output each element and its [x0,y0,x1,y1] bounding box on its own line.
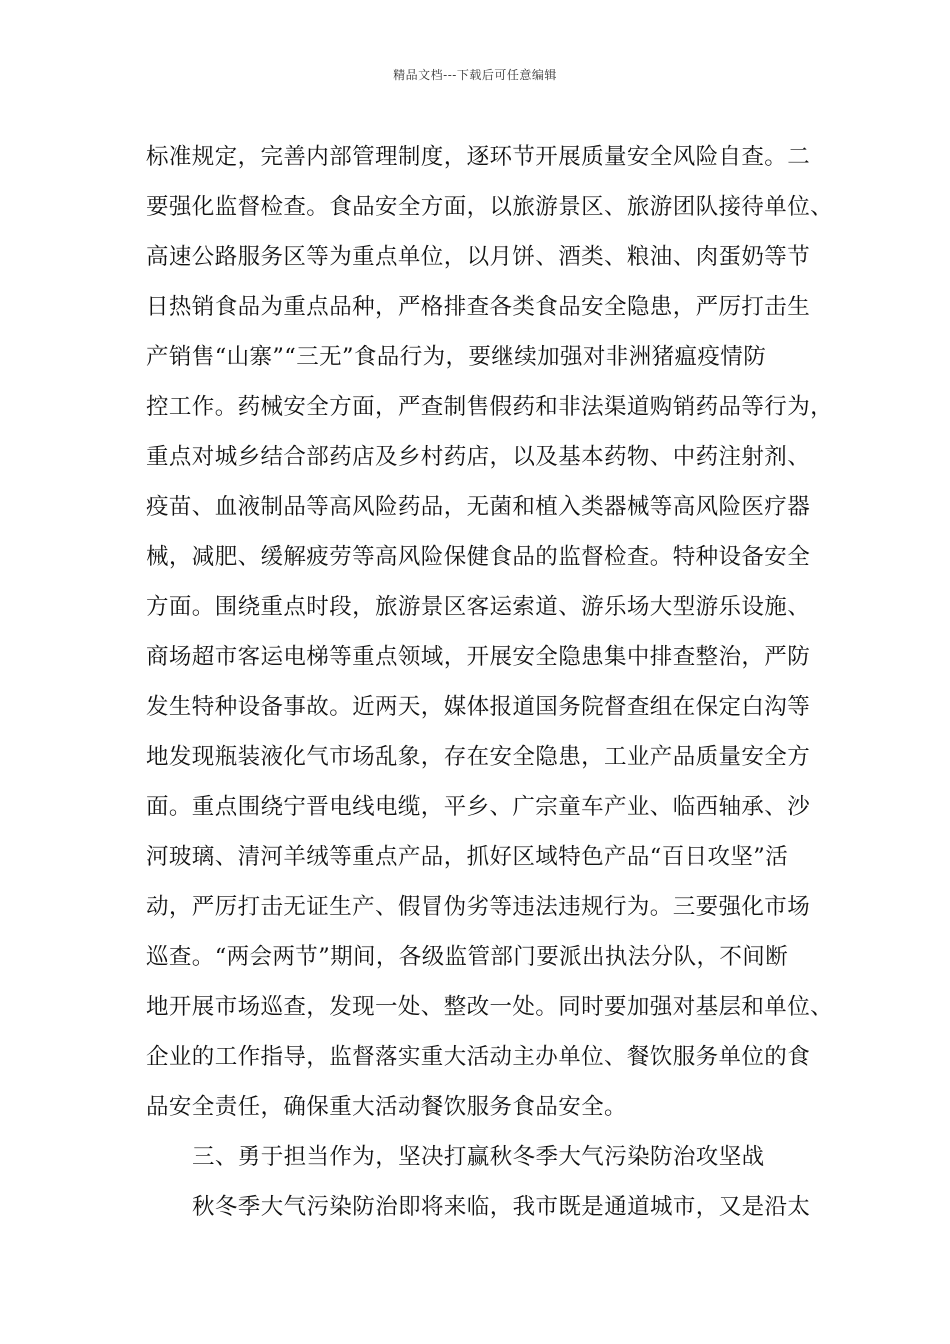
body-line-12: 发生特种设备事故。近两天，媒体报道国务院督查组在保定白沟等 [146,694,811,720]
body-line-8: 疫苗、血液制品等高风险药品，无菌和植入类器械等高风险医疗器 [146,494,811,520]
body-line-3: 高速公路服务区等为重点单位，以月饼、酒类、粮油、肉蛋奶等节 [146,244,811,270]
body-line-13: 地发现瓶装液化气市场乱象，存在安全隐患，工业产品质量安全方 [146,744,811,770]
body-line-11: 商场超市客运电梯等重点领域，开展安全隐患集中排查整治，严防 [146,644,811,670]
body-line-5: 产销售“山寨”“三无”食品行为，要继续加强对非洲猪瘟疫情防 [146,344,767,370]
paragraph-first-line: 秋冬季大气污染防治即将来临，我市既是通道城市，又是沿太 [192,1194,811,1220]
body-line-16: 动，严厉打击无证生产、假冒伪劣等违法违规行为。三要强化市场 [146,894,811,920]
body-line-2: 要强化监督检查。食品安全方面，以旅游景区、旅游团队接待单位、 [146,194,834,220]
body-line-14: 面。重点围绕宁晋电线电缆，平乡、广宗童车产业、临西轴承、沙 [146,794,811,820]
body-line-6: 控工作。药械安全方面，严查制售假药和非法渠道购销药品等行为， [146,394,834,420]
body-line-20: 品安全责任，确保重大活动餐饮服务食品安全。 [146,1094,627,1120]
body-line-7: 重点对城乡结合部药店及乡村药店，以及基本药物、中药注射剂、 [146,444,811,470]
body-line-9: 械，减肥、缓解疲劳等高风险保健食品的监督检查。特种设备安全 [146,544,811,570]
body-line-15: 河玻璃、清河羊绒等重点产品，抓好区域特色产品“百日攻坚”活 [146,844,789,870]
body-line-18: 地开展市场巡查，发现一处、整改一处。同时要加强对基层和单位、 [146,994,834,1020]
section-heading: 三、勇于担当作为，坚决打赢秋冬季大气污染防治攻坚战 [192,1144,765,1170]
body-line-10: 方面。围绕重点时段，旅游景区客运索道、游乐场大型游乐设施、 [146,594,811,620]
body-line-19: 企业的工作指导，监督落实重大活动主办单位、餐饮服务单位的食 [146,1044,811,1070]
body-line-4: 日热销食品为重点品种，严格排查各类食品安全隐患，严厉打击生 [146,294,811,320]
body-line-1: 标准规定，完善内部管理制度，逐环节开展质量安全风险自查。二 [146,144,811,170]
page-header: 精品文档---下载后可任意编辑 [393,68,557,82]
document-body [146,132,836,1232]
body-line-17: 巡查。“两会两节”期间，各级监管部门要派出执法分队，不间断 [146,944,789,970]
